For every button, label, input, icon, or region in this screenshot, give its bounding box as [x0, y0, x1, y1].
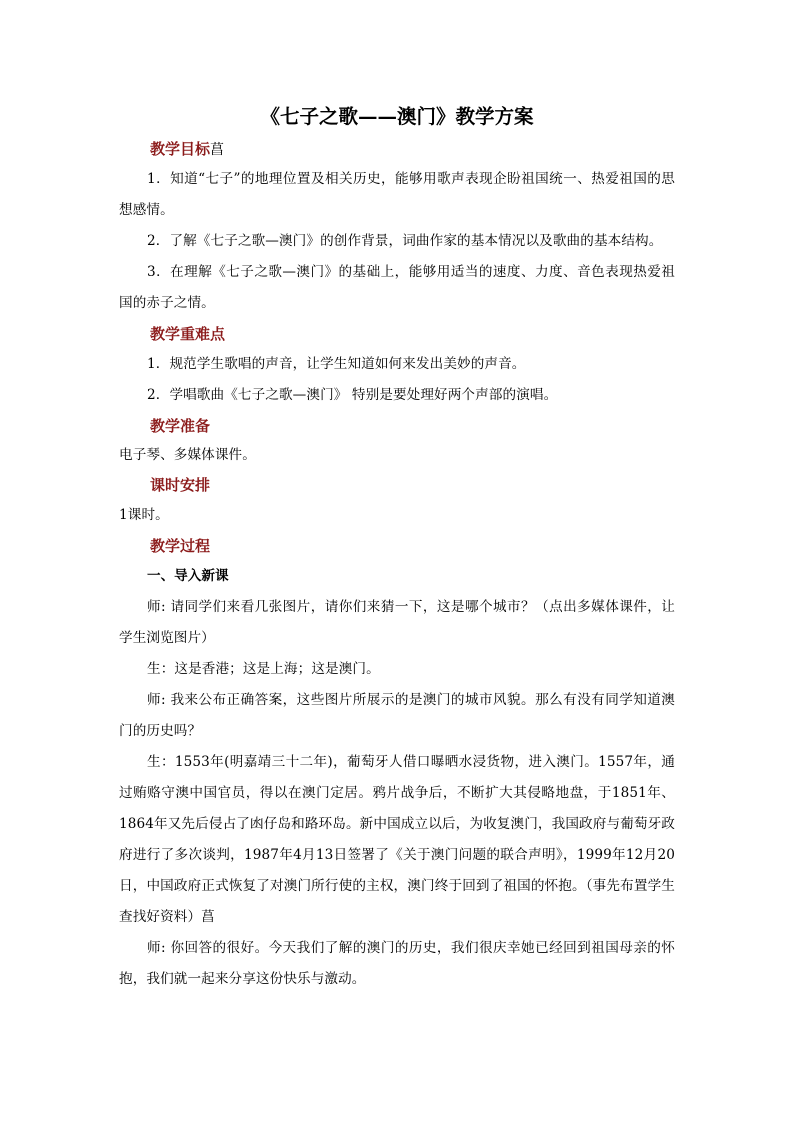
key-point-item-1: 1．规范学生歌唱的声音，让学生知道如何来发出美妙的声音。 [147, 356, 526, 372]
key-point-item-2: 2．学唱歌曲《七子之歌—澳门》 特别是要处理好两个声部的演唱。 [147, 387, 558, 403]
section-heading-schedule: 课时安排 [150, 476, 211, 494]
goals-heading-text: 教学目标 [150, 140, 211, 158]
goal-item-3: 3．在理解《七子之歌—澳门》的基础上，能够用适当的速度、力度、音色表现热爱祖国的赤子之情。 [119, 264, 675, 311]
preparation-text: 电子琴、多媒体课件。 [119, 447, 256, 463]
goal-item-2: 2．了解《七子之歌—澳门》的创作背景，词曲作家的基本情况以及歌曲的基本结构。 [147, 233, 663, 249]
process-subheading-intro: 一、导入新课 [147, 568, 229, 584]
goal-item-1: 1．知道“七子”的地理位置及相关历史，能够用歌声表现企盼祖国统一、热爱祖国的思想感情。 [119, 171, 675, 218]
document-body [119, 100, 675, 995]
process-paragraph-2: 生：这是香港；这是上海；这是澳门。 [147, 661, 380, 677]
schedule-text: 1课时。 [119, 507, 169, 523]
process-paragraph-5: 师: 你回答的很好。今天我们了解的澳门的历史，我们很庆幸她已经回到祖国母亲的怀抱，我们就一起来分享这份快乐与激动。 [119, 940, 675, 987]
process-paragraph-1: 师: 请同学们来看几张图片，请你们来猜一下，这是哪个城市？（点出多媒体课件，让学生浏览图片） [119, 599, 675, 646]
section-heading-process: 教学过程 [150, 537, 211, 555]
section-heading-goals [119, 134, 675, 164]
section-heading-key-points: 教学重难点 [150, 325, 226, 343]
goals-heading-mark: 菖 [210, 142, 225, 158]
section-heading-preparation: 教学准备 [150, 417, 211, 435]
process-paragraph-4: 生：1553年(明嘉靖三十二年)，葡萄牙人借口曝晒水浸货物，进入澳门。1557年，通过贿赂守澳中国官员，得以在澳门定居。鸦片战争后，不断扩大其侵略地盘，于1851年、1864年又先后侵占了凼仔岛和路环岛。新中国成立以后，为收复澳门，我国政府与葡萄牙政府进行了多次谈判，1987年4月13日签署了《关于澳门问题的联合声明》，1999年12月20日，中国政府正式恢复了对澳门所行使的主权，澳门终于回到了祖国的怀抱。（事先布置学生查找好资料）菖 [119, 754, 675, 925]
document-title: 《七子之歌——澳门》教学方案 [260, 105, 534, 128]
process-paragraph-3: 师: 我来公布正确答案，这些图片所展示的是澳门的城市风貌。那么有没有同学知道澳门的历史吗？ [119, 692, 675, 739]
